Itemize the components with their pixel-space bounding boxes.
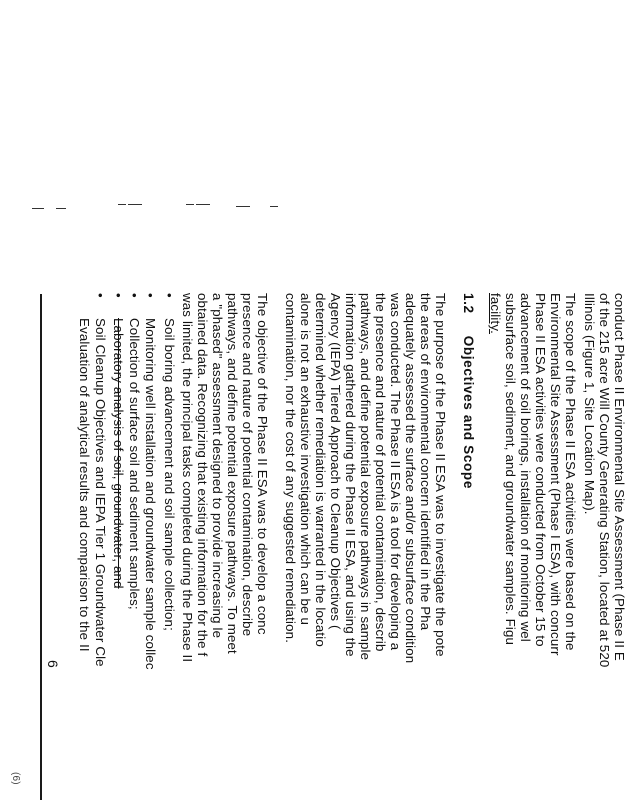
scope-line: Environmental Site Assessment (Phase I ESA), with concurr	[548, 293, 563, 656]
page-number: 6	[45, 660, 61, 668]
bullet-symbol: •	[111, 293, 126, 298]
purpose-line: pathways, and define potential exposure pathways in sample	[358, 293, 373, 661]
purpose-line: information gathered during the Phase II ESA, and using the	[343, 293, 358, 657]
scope-line: advancement of soil borings, installation of monitoring wel	[518, 293, 533, 642]
scope-line: Phase II ESA activities were conducted from October 15 to	[533, 293, 548, 647]
scan-artifact-text: (6)	[10, 772, 21, 785]
scan-artifact	[128, 204, 142, 205]
purpose-line: alone is not an exhaustive investigation which can be u	[298, 293, 313, 626]
bullet-symbol: •	[127, 293, 142, 298]
section-number: 1.2	[461, 293, 476, 314]
purpose-line: adequately assessed the surface and/or subsurface condition	[403, 293, 418, 664]
scan-artifact	[118, 204, 126, 205]
purpose-line: was conducted. The Phase II ESA is a tool for developing a	[388, 293, 403, 651]
intro-line: conduct Phase II Environmental Site Assessment (Phase II E	[612, 293, 627, 661]
purpose-line: Agency (IEPA) Tiered Approach to Cleanup Objectives (	[328, 293, 343, 630]
bullet-symbol: •	[93, 293, 108, 298]
scope-line: facility.	[488, 293, 503, 335]
intro-line: Illinois (Figure 1, Site Location Map).	[582, 293, 597, 515]
bullet-item: Soil Cleanup Objectives and IEPA Tier 1 Groundwater Cle	[93, 318, 108, 667]
bullet-item: Evaluation of analytical results and comparison to the II	[77, 318, 92, 652]
scan-artifact	[270, 206, 278, 207]
objective-line: pathways, and define potential exposure pathways. To meet	[225, 293, 240, 654]
purpose-line: contamination, nor the cost of any suggested remediation.	[283, 293, 298, 644]
scan-artifact	[56, 208, 66, 209]
section-heading	[461, 293, 475, 489]
purpose-line: the areas of environmental concern identified in the Pha	[418, 293, 433, 631]
purpose-line: the presence and nature of potential contamination, describ	[373, 293, 388, 652]
bullet-item: Monitoring well installation and groundwater sample collec	[143, 318, 158, 670]
scan-artifact	[32, 208, 44, 209]
objective-line: a "phased" assessment designed to provide increasing le	[210, 293, 225, 639]
scan-artifact	[196, 204, 210, 205]
scan-artifact	[236, 206, 250, 207]
objective-line: presence and nature of potential contamination, describe	[240, 293, 255, 637]
objective-line: was limited, the principal tasks completed during the Phase II	[180, 293, 195, 663]
bullet-symbol: •	[143, 293, 158, 298]
scope-line: subsurface soil, sediment, and groundwater samples. Figu	[503, 293, 518, 646]
bullet-symbol: •	[162, 293, 177, 298]
scan-artifact	[186, 204, 194, 205]
objective-line: obtained data. Recognizing that existing information for the f	[195, 293, 210, 657]
purpose-line: The purpose of the Phase II ESA was to investigate the pote	[433, 293, 448, 657]
objective-line: The objective of the Phase II ESA was to develop a conc	[255, 293, 270, 635]
purpose-line: determined whether remediation is warranted in the locatio	[313, 293, 328, 647]
scope-line: The scope of the Phase II ESA activities were based on the	[563, 293, 578, 651]
intro-line: of the 215 acre Will County Generating Station, located at 520	[597, 293, 612, 668]
section-title: Objectives and Scope	[461, 335, 476, 489]
footer-rule	[40, 294, 42, 800]
bullet-item: Soil boring advancement and soil sample collection;	[162, 318, 177, 631]
bullet-item: Laboratory analysis of soil, groundwater, and	[111, 318, 126, 589]
bullet-item: Collection of surface soil and sediment samples;	[127, 318, 142, 610]
